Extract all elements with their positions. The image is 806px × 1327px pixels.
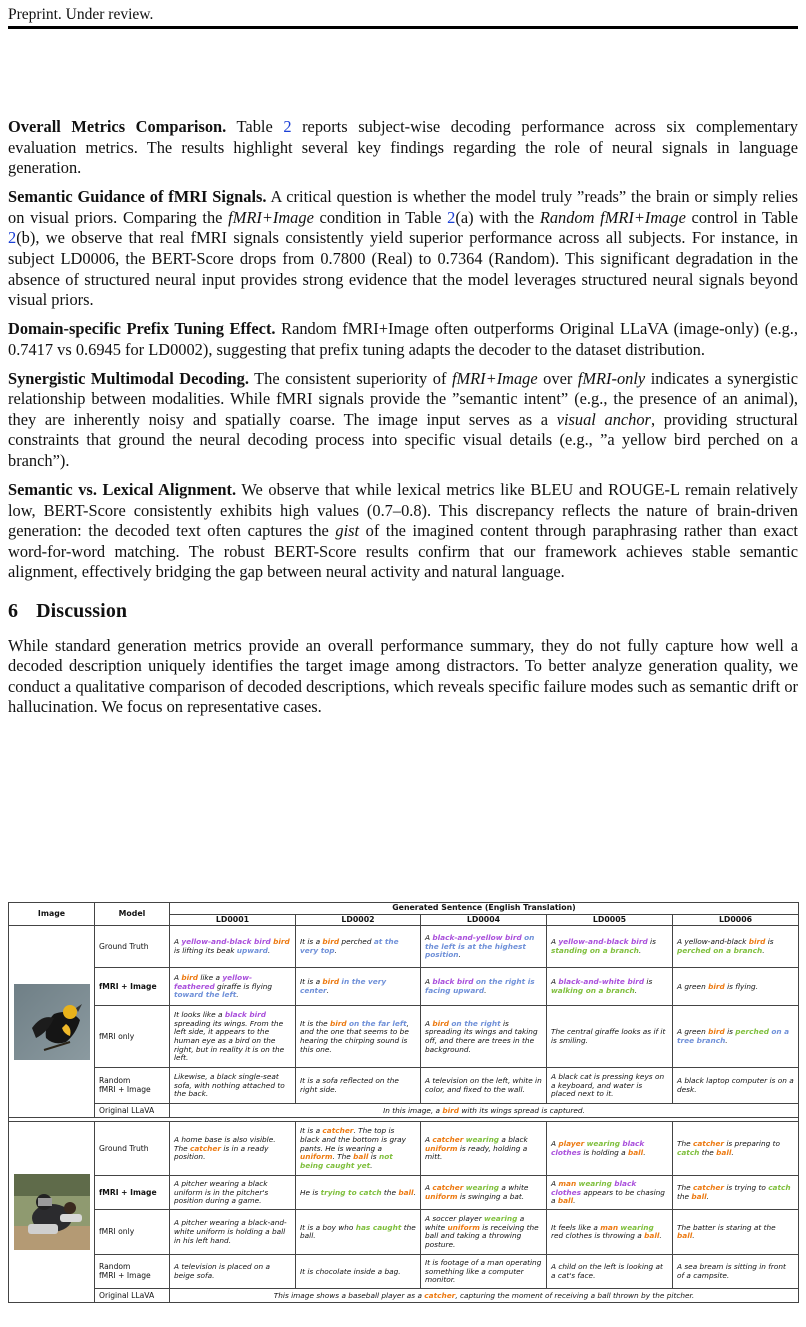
highlighted-phrase: black clothes [551, 1178, 637, 1197]
highlighted-phrase: bird [708, 1027, 725, 1037]
highlighted-phrase: black-and-yellow bird [432, 932, 522, 942]
sentence-cell [673, 1068, 799, 1104]
sentence-cell [673, 1006, 799, 1068]
running-head: Preprint. Under review. [8, 6, 154, 23]
sentence-text: The [677, 1139, 693, 1149]
sentence-text: A [551, 977, 559, 987]
sentence-text: The central giraffe looks as if it is smiling. [551, 1027, 666, 1045]
subject-header: LD0002 [296, 914, 421, 926]
text: (a) with the [455, 207, 540, 227]
sentence-cell [547, 1006, 673, 1068]
sentence-cell [296, 968, 421, 1006]
highlighted-phrase: catch [768, 1183, 791, 1193]
model-label: Ground Truth [95, 926, 170, 968]
model-label-line: Random [99, 1262, 131, 1272]
sentence-cell [547, 1176, 673, 1210]
highlighted-phrase: walking on a branch [551, 985, 635, 995]
sentence-text: is flying. [724, 981, 759, 991]
sentence-cell [170, 1104, 799, 1118]
highlighted-phrase: catcher [432, 1134, 464, 1144]
sentence-text: It is a [300, 937, 323, 947]
highlighted-phrase: ball [716, 1147, 732, 1157]
sentence-text: Likewise, a black single-seat sofa, with nothing attached to the back. [174, 1071, 285, 1099]
highlighted-phrase: standing on a branch [551, 945, 639, 955]
sentence-text: the [677, 1191, 692, 1201]
sentence-cell [421, 1255, 547, 1289]
sentence-text: A green [677, 981, 709, 991]
sentence-text: . [326, 985, 330, 995]
sentence-text: the [381, 1187, 399, 1197]
highlighted-phrase: uniform [425, 1143, 458, 1153]
sentence-text: A black laptop computer is on a desk. [677, 1076, 794, 1094]
sentence-text: . [692, 1231, 695, 1241]
paragraph-overall-metrics [8, 117, 798, 179]
sentence-text: is [644, 977, 653, 987]
table-row [9, 1006, 799, 1068]
highlighted-phrase: at the very top [300, 937, 399, 955]
highlighted-phrase: ball [677, 1231, 693, 1241]
sentence-text: a white [425, 1214, 525, 1232]
sentence-text: . [725, 1035, 728, 1045]
sentence-text: A black cat is pressing keys on a keyboard, and water is placed next to it. [551, 1071, 665, 1099]
paragraph-title: Domain-specific Prefix Tuning Effect. [8, 319, 276, 339]
sentence-text: It is the [300, 1018, 330, 1028]
highlighted-phrase: toward the left [174, 990, 237, 1000]
sentence-text: In this image, a [383, 1105, 443, 1115]
highlighted-phrase: on the left is at the highest position [425, 932, 535, 960]
table-ref-link[interactable]: 2 [8, 228, 17, 248]
text: control in Table [685, 207, 798, 227]
paragraph-prefix-tuning [8, 319, 798, 360]
sentence-text: . [267, 945, 271, 955]
sentence-text: A [425, 977, 433, 987]
model-label [95, 1068, 170, 1104]
text: A critical question is whether the model truly ”reads” the brain or simply relies on visual priors. Comparing the [8, 187, 798, 227]
model-label: fMRI only [95, 1210, 170, 1255]
sentence-cell [421, 1068, 547, 1104]
text: condition in Table [313, 207, 448, 227]
paragraph-synergistic [8, 369, 798, 472]
sentence-text: It is a boy who [300, 1222, 356, 1232]
highlighted-phrase: bird [432, 1018, 450, 1028]
body-text [8, 117, 798, 726]
highlighted-phrase: yellow-and-black bird [181, 937, 271, 947]
sentence-cell [673, 1210, 799, 1255]
model-label: Ground Truth [95, 1122, 170, 1176]
sentence-cell [170, 1289, 799, 1303]
table-row [9, 1104, 799, 1118]
sentence-text: with its wings spread is captured. [459, 1105, 585, 1115]
sentence-text: . [706, 1191, 709, 1201]
sentence-text: A [425, 1018, 433, 1028]
text: We observe that while lexical metrics like BLEU and ROUGE-L remain relatively low, BERT-Score consistently exhibits high values (0.7–0.8). This discrepancy reflects the nature of brain-driven generation: the decoded text often captures the [8, 480, 798, 541]
highlighted-phrase: wearing [465, 1183, 500, 1193]
sentence-text: A television is placed on a beige sofa. [174, 1262, 270, 1280]
subject-header: LD0001 [170, 914, 296, 926]
text: (b), we observe that real fMRI signals consistently yield superior performance across all subjects. For instance, in subject LD0006, the BERT-Score drops from 0.7800 (Real) to 0.7364 (Random). This significant degradation in the absence of structured neural input provides strong evidence that the model leverages structured neural signals beyond visual priors. [8, 228, 798, 310]
highlighted-phrase: ball [627, 1147, 644, 1157]
sentence-text: A [425, 1134, 433, 1144]
sentence-text: is [724, 1027, 736, 1037]
sentence-text: is [647, 937, 656, 947]
paragraph-semantic-lexical [8, 480, 798, 583]
highlighted-phrase: not being caught yet [300, 1152, 393, 1170]
paragraph-title: Semantic vs. Lexical Alignment. [8, 480, 237, 500]
highlighted-phrase: bird [322, 977, 340, 987]
sentence-cell [547, 1068, 673, 1104]
sentence-text: A child on the left is looking at a cat's face. [551, 1262, 663, 1280]
text: While standard generation metrics provide an overall performance summary, they do not fully capture how well a decoded description uniquely identifies the target image among distractors. To better analyze generation quality, we conduct a qualitative comparison of decoded descriptions, which reveals specific failure modes such as semantic drift or hallucination. We focus on representative cases. [8, 635, 798, 717]
sentence-text: It looks like a [174, 1009, 225, 1019]
emph: Random fMRI+Image [539, 207, 686, 227]
model-label: Original LLaVA [95, 1289, 170, 1303]
model-label: Original LLaVA [95, 1104, 170, 1118]
model-label-line: fMRI + Image [99, 1270, 151, 1280]
qualitative-table [8, 902, 799, 1303]
paragraph-title: Overall Metrics Comparison. [8, 117, 227, 136]
table-row [9, 1068, 799, 1104]
highlighted-phrase: in the very center [300, 977, 387, 995]
sentence-text: A [174, 937, 182, 947]
sentence-cell [421, 1210, 547, 1255]
sentence-cell [170, 1006, 296, 1068]
sentence-text: A soccer player [425, 1214, 485, 1223]
highlighted-phrase: catcher [424, 1290, 456, 1300]
sentence-text: A yellow-and-black [677, 937, 749, 947]
table-row [9, 968, 799, 1006]
sentence-text: giraffe is flying [214, 981, 273, 991]
sentence-text: is preparing to [724, 1139, 780, 1149]
sentence-text: spreading its wings. From the left side, it appears to the human eye as a bird on the right, but in reality it is on the left. [174, 1018, 285, 1063]
sentence-text: is lifting its beak [174, 945, 237, 955]
header-rule [8, 26, 798, 29]
sentence-cell [421, 968, 547, 1006]
sentence-text: It is a [300, 1126, 323, 1136]
subject-header: LD0005 [547, 914, 673, 926]
table-row [9, 926, 799, 968]
sentence-text: . [458, 950, 461, 960]
emph: gist [335, 521, 360, 541]
emph: visual anchor [556, 409, 651, 429]
sentence-text: It is a sofa reflected on the right side. [300, 1076, 399, 1094]
sentence-cell [421, 1122, 547, 1176]
sentence-text: . [762, 945, 765, 955]
model-label [95, 1255, 170, 1289]
highlighted-phrase: catcher [693, 1183, 725, 1193]
text: Table [226, 117, 284, 136]
sentence-cell [673, 1176, 799, 1210]
sentence-text: is ready, holding a mitt. [425, 1143, 528, 1162]
sentence-cell [296, 926, 421, 968]
sentence-cell [170, 968, 296, 1006]
highlighted-phrase: bird [748, 937, 766, 947]
sentence-text: A [425, 1183, 433, 1193]
sentence-text: A [174, 972, 182, 982]
sentence-text: A green [677, 1027, 709, 1037]
sentence-cell [296, 1006, 421, 1068]
highlighted-phrase: yellow-and-black bird [558, 937, 648, 947]
sentence-cell [170, 926, 296, 968]
sentence-cell [296, 1255, 421, 1289]
sentence-text: is [765, 937, 774, 947]
sentence-cell [296, 1210, 421, 1255]
sentence-text: a white [499, 1183, 529, 1193]
highlighted-phrase: man [558, 1178, 577, 1188]
table-row [9, 1122, 799, 1176]
highlighted-phrase: bird [273, 937, 290, 947]
sentence-text: This image shows a baseball player as a [273, 1290, 425, 1300]
highlighted-phrase: wearing [465, 1134, 500, 1144]
sentence-text: The batter is staring at the [677, 1222, 776, 1232]
text: over [537, 368, 578, 388]
col-header-image: Image [9, 903, 95, 926]
sentence-text: is trying to [724, 1183, 769, 1193]
sentence-text: the ball. [300, 1222, 416, 1241]
section-heading [8, 601, 798, 622]
highlighted-phrase: upward [236, 945, 268, 955]
sentence-text: A pitcher wearing a black uniform is in the pitcher's position during a game. [174, 1178, 269, 1206]
highlighted-phrase: wearing [578, 1178, 612, 1188]
highlighted-phrase: catcher [432, 1183, 464, 1193]
sentence-cell [421, 1176, 547, 1210]
sentence-text: A [551, 1178, 559, 1188]
model-label-line: fMRI + Image [99, 1084, 151, 1094]
highlighted-phrase: uniform [447, 1222, 480, 1232]
sentence-text: a black [499, 1134, 528, 1144]
sentence-text: . [731, 1147, 734, 1157]
highlighted-phrase: on the right [451, 1018, 501, 1028]
table-row [9, 1210, 799, 1255]
sentence-text: is holding a [581, 1147, 628, 1157]
sentence-cell [170, 1210, 296, 1255]
text: The consistent superiority of [248, 368, 452, 388]
highlighted-phrase: perched on a branch [677, 945, 763, 955]
sentence-cell [170, 1068, 296, 1104]
sentence-text: the [699, 1147, 717, 1157]
sentence-text: . [573, 1196, 576, 1206]
highlighted-phrase: catcher [693, 1139, 725, 1149]
highlighted-phrase: bird [329, 1018, 347, 1028]
sentence-text: . [634, 985, 638, 995]
section-title: Discussion [36, 600, 128, 623]
sentence-text: It is footage of a man operating something like a computer monitor. [425, 1257, 542, 1285]
paragraph-discussion [8, 636, 798, 718]
text: indicates a synergistic relationship between modalities. While fMRI signals provide the ”semantic intent” (e.g., the presence of an animal), they are inherently noisy and spatially coarse. The image input serves as a [8, 368, 798, 429]
sentence-text: . [659, 1231, 662, 1241]
sentence-cell [547, 926, 673, 968]
highlighted-phrase: black bird [432, 977, 474, 987]
sentence-cell [673, 1122, 799, 1176]
sentence-cell [170, 1122, 296, 1176]
model-label: fMRI + Image [95, 1176, 170, 1210]
sentence-cell [547, 1210, 673, 1255]
subject-header: LD0006 [673, 914, 799, 926]
sentence-text: is spreading its wings and taking off, and there are trees in the background. [425, 1018, 538, 1054]
sentence-text: . [236, 990, 239, 1000]
sentence-text: like a [198, 972, 223, 982]
sentence-text: is receiving the ball and taking a throwing posture. [425, 1222, 539, 1250]
highlighted-phrase: yellow-feathered [174, 972, 253, 991]
sentence-text: . The [332, 1152, 354, 1162]
sentence-text: is swinging a bat. [457, 1191, 525, 1201]
highlighted-phrase: bird [322, 937, 340, 947]
highlighted-phrase: black-and-white bird [558, 977, 645, 987]
header-row [9, 903, 799, 915]
sentence-text: appears to be chasing a [551, 1187, 665, 1206]
sentence-cell [170, 1255, 296, 1289]
highlighted-phrase: player [558, 1139, 585, 1149]
highlighted-phrase: wearing [484, 1214, 518, 1223]
sentence-cell [547, 968, 673, 1006]
highlighted-phrase: bird [442, 1105, 460, 1115]
baseball-photo [14, 1174, 90, 1250]
bird-image-cell [9, 926, 95, 1118]
highlighted-phrase: catch [677, 1147, 700, 1157]
highlighted-phrase: ball [557, 1196, 574, 1206]
sentence-cell [296, 1122, 421, 1176]
sentence-text: perched [339, 937, 374, 947]
sentence-cell [421, 1006, 547, 1068]
sentence-text: A pitcher wearing a black-and-white uniform is holding a ball in his left hand. [174, 1218, 287, 1245]
sentence-text: . [413, 1187, 416, 1197]
emph: fMRI+Image [228, 207, 314, 227]
highlighted-phrase: ball [398, 1187, 414, 1197]
text: reports subject-wise decoding performance across six complementary evaluation metrics. The results highlight several key findings regarding the role of neural signals in language generation. [8, 117, 798, 178]
text: Random fMRI+Image often outperforms Original LLaVA (image-only) (e.g., 0.7417 vs 0.6945 for LD0002), suggesting that prefix tuning adapts the decoder to the dataset distribution. [8, 319, 799, 359]
subject-header: LD0004 [421, 914, 547, 926]
highlighted-phrase: ball [353, 1152, 369, 1162]
sentence-text: is [368, 1152, 379, 1162]
sentence-cell [421, 926, 547, 968]
model-label-line: Random [99, 1076, 131, 1086]
text: , providing structural constraints that ground the neural decoding process into specific visual details (e.g., ”a yellow bird perched on a branch”). [8, 409, 798, 471]
sentence-text: The [677, 1183, 693, 1193]
sentence-text: It is chocolate inside a bag. [300, 1266, 401, 1276]
sentence-text: . [334, 945, 337, 955]
highlighted-phrase: black bird [224, 1009, 267, 1019]
sentence-text: red clothes is throwing a [551, 1231, 645, 1241]
sentence-text: A [551, 1139, 559, 1149]
sentence-cell [547, 1122, 673, 1176]
section-number: 6 [8, 600, 19, 623]
sentence-text: He is [300, 1187, 321, 1197]
highlighted-phrase: catcher [190, 1143, 222, 1153]
highlighted-phrase: ball [691, 1191, 707, 1201]
sentence-text: . [638, 945, 642, 955]
paragraph-title: Synergistic Multimodal Decoding. [8, 368, 249, 388]
sentence-text: . [643, 1147, 646, 1157]
model-label: fMRI + Image [95, 968, 170, 1006]
sentence-text: It feels like a [551, 1222, 601, 1232]
paragraph-title: Semantic Guidance of fMRI Signals. [8, 187, 267, 207]
highlighted-phrase: black clothes [551, 1139, 645, 1157]
highlighted-phrase: man [600, 1222, 619, 1232]
table-row [9, 1176, 799, 1210]
sentence-text: is in a ready position. [174, 1143, 269, 1162]
highlighted-phrase: bird [708, 981, 725, 991]
sentence-text: It is a [300, 977, 323, 987]
sentence-text: A [425, 932, 433, 942]
baseball-image-cell [9, 1122, 95, 1303]
col-header-model: Model [95, 903, 170, 926]
table-row [9, 1255, 799, 1289]
sentence-text: . [370, 1160, 373, 1170]
sentence-text: A [551, 937, 559, 947]
highlighted-phrase: on the right is facing upward [425, 977, 535, 995]
highlighted-phrase: bird [181, 972, 199, 982]
qualitative-comparison-figure [8, 902, 798, 1303]
highlighted-phrase: on the far left [348, 1018, 407, 1028]
table-row [9, 1289, 799, 1303]
highlighted-phrase: wearing [586, 1139, 620, 1149]
highlighted-phrase: ball [644, 1231, 660, 1241]
sentence-text: A home base is also visible. The [174, 1134, 276, 1153]
text: of the imagined content through paraphrasing rather than exact word-for-word matching. The robust BERT-Score results confirm that our framework achieves stable semantic alignment, effectively bridging the gap between neural activity and natural language. [8, 521, 798, 582]
sentence-text: , capturing the moment of receiving a ball thrown by the pitcher. [455, 1290, 695, 1300]
table-ref-link[interactable]: 2 [283, 117, 292, 136]
col-header-generated: Generated Sentence (English Translation) [170, 903, 799, 915]
highlighted-phrase: trying to catch [320, 1187, 382, 1197]
emph: fMRI-only [577, 368, 646, 388]
sentence-cell [673, 926, 799, 968]
table-ref-link[interactable]: 2 [447, 207, 456, 227]
highlighted-phrase: has caught [355, 1222, 402, 1232]
highlighted-phrase: uniform [300, 1152, 333, 1162]
sentence-text: . The top is black and the bottom is gray pants. He is wearing a [300, 1126, 406, 1153]
highlighted-phrase: on a tree branch [677, 1027, 790, 1045]
emph: fMRI+Image [451, 368, 538, 388]
model-label: fMRI only [95, 1006, 170, 1068]
paragraph-semantic-guidance [8, 187, 798, 311]
sentence-cell [296, 1068, 421, 1104]
sentence-cell [673, 968, 799, 1006]
sentence-text: , and the one that seems to be hearing the chirping sound is this one. [300, 1018, 409, 1054]
sentence-text: . [484, 985, 487, 995]
highlighted-phrase: uniform [425, 1191, 458, 1201]
sentence-text: A television on the left, white in color, and fixed to the wall. [425, 1076, 542, 1094]
sentence-text: A sea bream is sitting in front of a campsite. [677, 1262, 786, 1280]
sentence-cell [170, 1176, 296, 1210]
sentence-cell [296, 1176, 421, 1210]
sentence-cell [547, 1255, 673, 1289]
highlighted-phrase: catcher [322, 1126, 354, 1136]
highlighted-phrase: perched [735, 1027, 769, 1037]
sentence-cell [673, 1255, 799, 1289]
bird-photo [14, 984, 90, 1060]
highlighted-phrase: wearing [620, 1222, 654, 1232]
